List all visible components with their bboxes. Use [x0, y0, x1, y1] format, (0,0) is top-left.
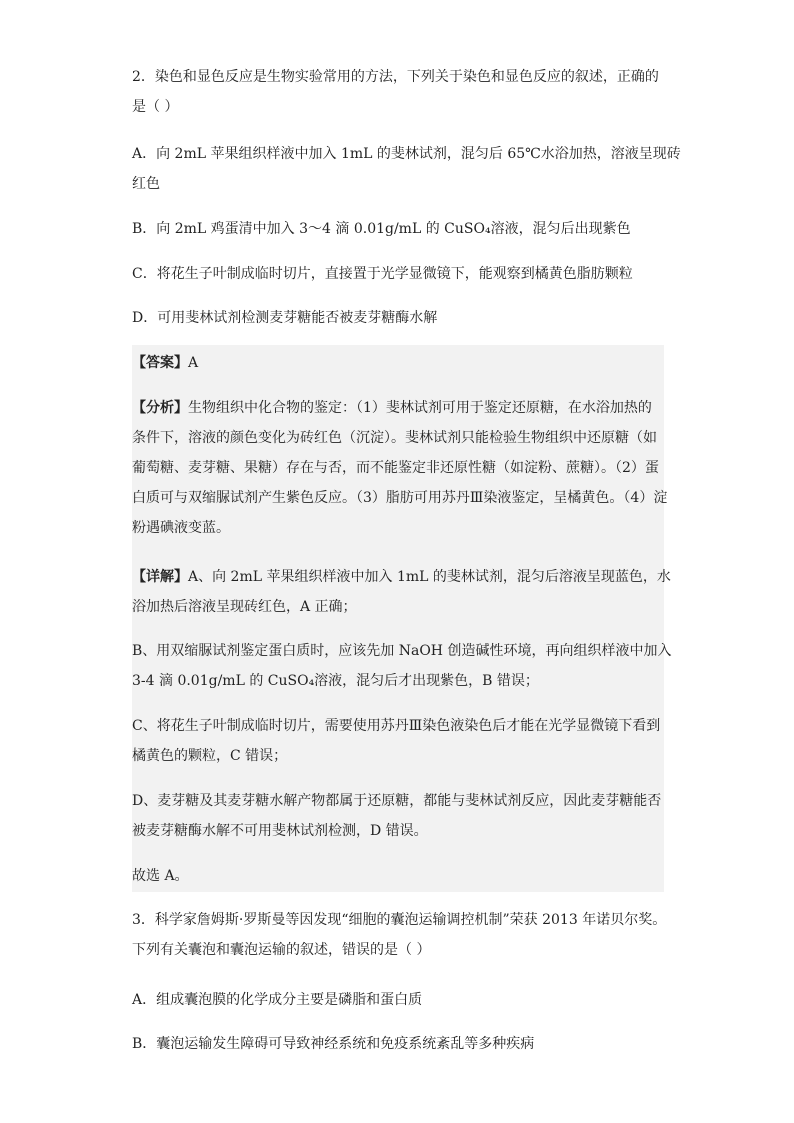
- answer-section: [132, 345, 672, 892]
- detail-c-line-2: 橘黄色的颗粒，C 错误；: [132, 748, 288, 764]
- question-2-line-1: 2．染色和显色反应是生物实验常用的方法，下列关于染色和显色反应的叙述，正确的: [132, 69, 659, 85]
- option-a-line-2: 红色: [132, 176, 160, 192]
- question-3-line-2: 下列有关囊泡和囊泡运输的叙述，错误的是（ ）: [132, 942, 431, 958]
- answer-value: A: [188, 355, 199, 371]
- question-3-stem: [132, 905, 666, 965]
- final-choice: 故选 A。: [132, 868, 189, 884]
- analysis-text-1: 生物组织中化合物的鉴定：（1）斐林试剂可用于鉴定还原糖，在水浴加热的: [188, 400, 652, 416]
- answer-tag: 【答案】: [132, 355, 188, 371]
- detail-b-line-1: B、用双缩脲试剂鉴定蛋白质时，应该先加 NaOH 创造碱性环境，再向组织样液中加入: [132, 643, 672, 659]
- detail-d-line-1: D、麦芽糖及其麦芽糖水解产物都属于还原糖，都能与斐林试剂反应，因此麦芽糖能否: [132, 793, 662, 809]
- analysis-line-3: 葡萄糖、麦芽糖、果糖）存在与否，而不能鉴定非还原性糖（如淀粉、蔗糖）。（2）蛋: [132, 460, 659, 476]
- detail-b-line-2: 3-4 滴 0.01g/mL 的 CuSO₄溶液，混匀后才出现紫色，B 错误；: [132, 673, 539, 689]
- question-3-option-a: A．组成囊泡膜的化学成分主要是磷脂和蛋白质: [132, 992, 423, 1008]
- analysis-tag: 【分析】: [132, 400, 188, 416]
- detail-c-block: [132, 711, 660, 771]
- question-2-option-c: C．将花生子叶制成临时切片，直接置于光学显微镜下，能观察到橘黄色脂肪颗粒: [132, 266, 633, 282]
- question-2-line-2: 是（ ）: [132, 99, 179, 115]
- detail-c-line-1: C、将花生子叶制成临时切片，需要使用苏丹Ⅲ染色液染色后才能在光学显微镜下看到: [132, 718, 661, 734]
- analysis-line-1: [132, 393, 667, 423]
- question-2-option-d: D．可用斐林试剂检测麦芽糖能否被麦芽糖酶水解: [132, 310, 438, 326]
- detail-d-block: [132, 786, 661, 846]
- analysis-line-4: 白质可与双缩脲试剂产生紫色反应。（3）脂肪可用苏丹Ⅲ染液鉴定，呈橘黄色。（4）淀: [132, 490, 668, 506]
- question-2-stem: [132, 62, 659, 122]
- detail-a-text-1: A、向 2mL 苹果组织样液中加入 1mL 的斐林试剂，混匀后溶液呈现蓝色，水: [188, 569, 671, 585]
- analysis-line-2: 条件下，溶液的颜色变化为砖红色（沉淀）。斐林试剂只能检验生物组织中还原糖（如: [132, 430, 657, 446]
- answer-line: [132, 348, 198, 378]
- question-2-option-b: B．向 2mL 鸡蛋清中加入 3～4 滴 0.01g/mL 的 CuSO₄溶液，混匀后出现紫色: [132, 221, 631, 237]
- detail-a-line-2: 浴加热后溶液呈现砖红色，A 正确；: [132, 599, 357, 615]
- option-a-line-1: A．向 2mL 苹果组织样液中加入 1mL 的斐林试剂，混匀后 65℃水浴加热，溶液呈现砖: [132, 146, 681, 162]
- analysis-line-5: 粉遇碘液变蓝。: [132, 520, 230, 536]
- detail-tag: 【详解】: [132, 569, 188, 585]
- analysis-block: [132, 393, 667, 543]
- detail-b-block: [132, 636, 671, 696]
- detail-a-line-1: [132, 562, 671, 592]
- question-3-line-1: 3．科学家詹姆斯·罗斯曼等因发现“细胞的囊泡运输调控机制”荣获 2013 年诺贝尔奖。: [132, 912, 667, 928]
- question-2-option-a: [132, 139, 681, 199]
- detail-d-line-2: 被麦芽糖酶水解不可用斐林试剂检测，D 错误。: [132, 823, 428, 839]
- question-3-option-b: B．囊泡运输发生障碍可导致神经系统和免疫系统紊乱等多种疾病: [132, 1036, 535, 1052]
- detail-a-block: [132, 562, 671, 622]
